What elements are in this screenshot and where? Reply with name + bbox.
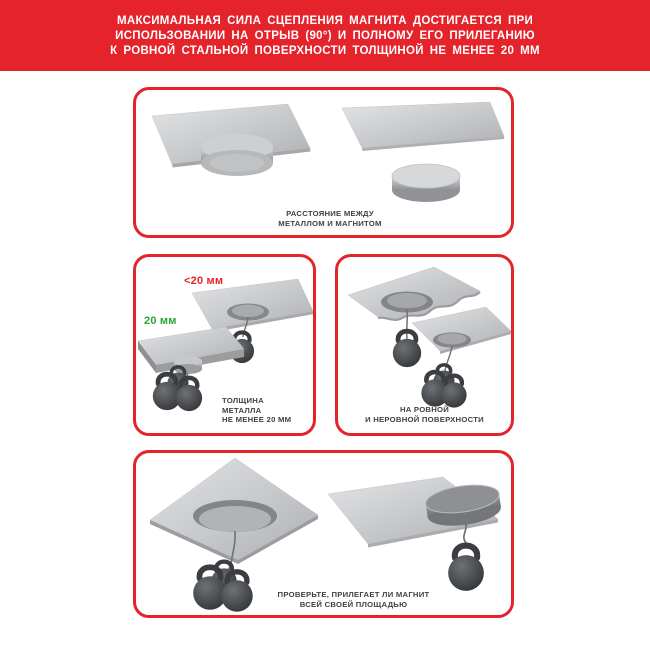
surface-caption xyxy=(338,405,511,424)
full-contact-group xyxy=(150,458,318,612)
caption-line: ПРОВЕРЬТЕ, ПРИЛЕГАЕТ ЛИ МАГНИТ xyxy=(277,590,430,599)
kettlebell-icon xyxy=(176,378,202,411)
distance-caption xyxy=(149,209,511,228)
panel-thickness xyxy=(133,254,316,436)
panel-contact xyxy=(133,450,514,618)
magnet-disc xyxy=(201,134,273,176)
contact-caption xyxy=(196,590,511,609)
panel-surface xyxy=(335,254,514,436)
flat-surface-group xyxy=(412,307,511,408)
kettlebell-icon xyxy=(153,374,181,410)
hook-wire xyxy=(407,309,408,339)
thickness-sufficient-label: 20 мм xyxy=(144,315,177,327)
partial-contact-group xyxy=(328,477,503,591)
header-text-line: К РОВНОЙ СТАЛЬНОЙ ПОВЕРХНОСТИ ТОЛЩИНОЙ НЕ МЕНЕЕ 20 ММ xyxy=(110,45,540,57)
magnet-disc xyxy=(392,164,460,202)
caption-line: НА РОВНОЙ xyxy=(399,405,450,414)
header-text-line: ИСПОЛЬЗОВАНИИ НА ОТРЫВ (90°) И ПОЛНОМУ ЕГО ПРИЛЕГАНИЮ xyxy=(115,30,535,42)
caption-line: НЕ МЕНЕЕ 20 ММ xyxy=(222,415,292,424)
caption-line: ТОЛЩИНА xyxy=(222,396,264,405)
magnet-attached-to-plate xyxy=(152,104,311,176)
thickness-insufficient-label: <20 мм xyxy=(184,275,224,287)
caption-line: МЕТАЛЛА xyxy=(222,405,262,415)
caption-line: ВСЕЙ СВОЕЙ ПЛОЩАДЬЮ xyxy=(299,599,408,609)
header-banner xyxy=(0,0,650,71)
steel-plate xyxy=(342,102,504,148)
kettlebell-icon xyxy=(448,546,484,591)
magnet-disc xyxy=(174,356,202,374)
thickness-caption xyxy=(222,396,291,425)
caption-line: И НЕРОВНОЙ ПОВЕРХНОСТИ xyxy=(365,414,484,424)
caption-line: РАССТОЯНИЕ МЕЖДУ xyxy=(286,209,374,218)
panel-distance xyxy=(133,87,514,238)
header-text-line: МАКСИМАЛЬНАЯ СИЛА СЦЕПЛЕНИЯ МАГНИТА ДОСТИГАЕТСЯ ПРИ xyxy=(116,15,534,27)
magnet-with-gap xyxy=(342,102,504,202)
caption-line: МЕТАЛЛОМ И МАГНИТОМ xyxy=(278,218,382,228)
